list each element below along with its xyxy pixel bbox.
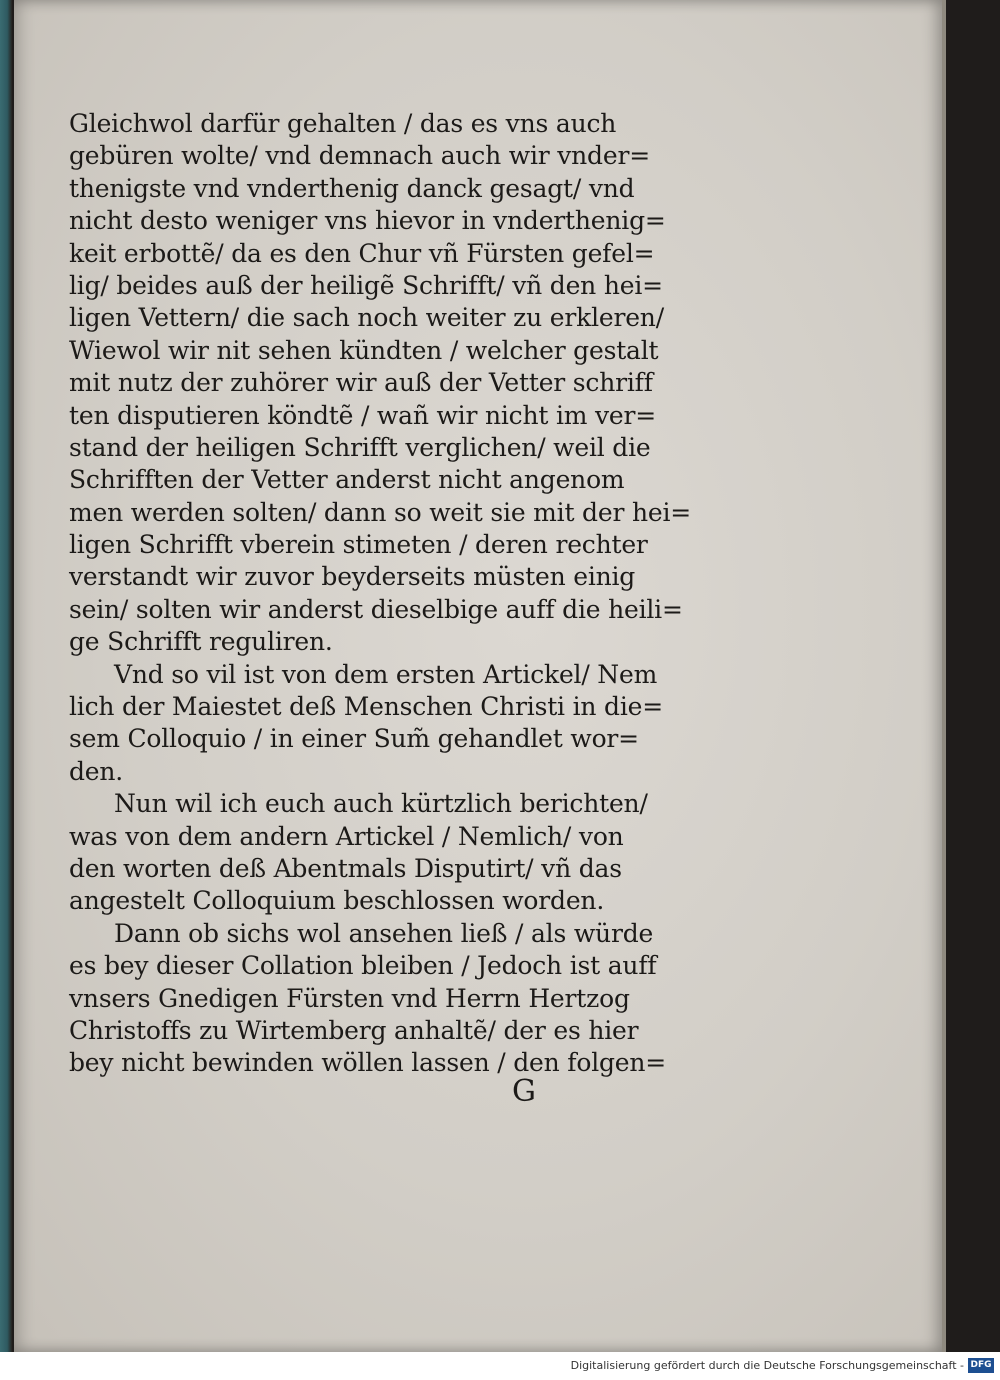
text-line: ge Schrifft reguliren. (69, 627, 333, 657)
binding-strip (0, 0, 12, 1352)
text-line: Nun wil ich euch auch kürtzlich berichten/ (114, 789, 648, 819)
text-line: lig/ beides auß der heiligẽ Schrifft/ vñ den hei= (69, 270, 663, 300)
text-line: Wiewol wir nit sehen kündten / welcher gestalt (69, 335, 659, 365)
text-line: Gleichwol darfür gehalten / das es vns auch (69, 109, 617, 138)
text-line: es bey dieser Collation bleiben / Jedoch ist auff (69, 951, 657, 981)
text-line: was von dem andern Artickel / Nemlich/ von (69, 821, 624, 851)
footer-bar (0, 1352, 1000, 1380)
text-line: verstandt wir zuvor beyderseits müsten einig (69, 562, 636, 592)
footer-credit-text: Digitalisierung gefördert durch die Deutsche Forschungsgemeinschaft - (570, 1359, 964, 1372)
text-line: thenigste vnd vnderthenig danck gesagt/ vnd (69, 173, 635, 203)
text-line: Vnd so vil ist von dem ersten Artickel/ Nem (114, 659, 658, 689)
text-line: men werden solten/ dann so weit sie mit der hei= (69, 497, 691, 527)
text-line: stand der heiligen Schrifft verglichen/ weil die (69, 432, 651, 462)
dfg-logo[interactable]: DFG (968, 1358, 994, 1373)
text-line: sem Colloquio / in einer Sum̃ gehandlet wor= (69, 724, 639, 754)
text-line: den. (69, 756, 124, 786)
text-line: ten disputieren köndtẽ / wañ wir nicht im ver= (69, 400, 657, 430)
page-text-block (69, 108, 689, 1080)
text-line: gebüren wolte/ vnd demnach auch wir vnder= (69, 141, 650, 171)
text-line: Christoffs zu Wirtemberg anhaltẽ/ der es hier (69, 1015, 639, 1045)
text-line: keit erbottẽ/ da es den Chur vñ Fürsten gefel= (69, 238, 655, 268)
text-line: den worten deß Abentmals Disputirt/ vñ das (69, 853, 622, 883)
text-line: ligen Vettern/ die sach noch weiter zu erkleren/ (69, 303, 664, 333)
text-line: vnsers Gnedigen Fürsten vnd Herrn Hertzog (69, 983, 630, 1013)
text-line: ligen Schrifft vberein stimeten / deren rechter (69, 530, 648, 560)
page-edge (942, 0, 946, 1352)
text-line: mit nutz der zuhörer wir auß der Vetter schriff (69, 368, 653, 398)
text-line: sein/ solten wir anderst dieselbige auff die heili= (69, 594, 683, 624)
text-line: Dann ob sichs wol ansehen ließ / als würde (114, 918, 654, 948)
book-page (14, 0, 942, 1352)
text-line: lich der Maiestet deß Menschen Christi in die= (69, 692, 663, 722)
text-line: nicht desto weniger vns hievor in vnderthenig= (69, 206, 666, 236)
text-line: angestelt Colloquium beschlossen worden. (69, 886, 605, 916)
text-line: Schrifften der Vetter anderst nicht angenom (69, 465, 625, 495)
signature-mark: G (512, 1074, 536, 1109)
text-line: bey nicht bewinden wöllen lassen / den folgen= (69, 1048, 667, 1078)
